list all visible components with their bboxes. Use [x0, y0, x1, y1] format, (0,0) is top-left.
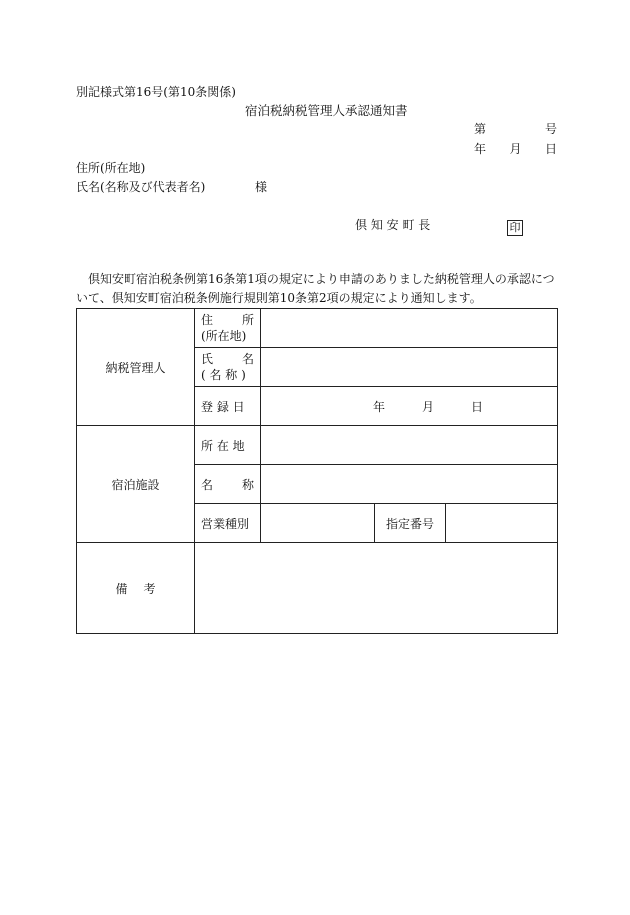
remarks-label [77, 543, 195, 634]
facility-location-row [77, 426, 558, 465]
tax-agent-name-sub: ( 名 称 ) [201, 368, 246, 382]
tax-agent-section-text: 納税管理人 [105, 360, 166, 375]
tax-agent-address-field[interactable] [261, 309, 558, 348]
tax-agent-name-char-2: 名 [241, 352, 254, 366]
form-reference: 別記様式第16号(第10条関係) [76, 85, 236, 99]
business-type-label-text: 営業種別 [201, 516, 250, 531]
seal-icon: 印 [507, 220, 523, 236]
notice-body [76, 270, 557, 308]
issuer-title: 倶 知 安 町 長 [355, 218, 431, 232]
tax-agent-section-label [77, 309, 195, 426]
facility-location-label-text: 所 在 地 [201, 438, 245, 453]
facility-name-char-1: 名 [201, 477, 214, 492]
recipient-address-label: 住所(所在地) [76, 161, 146, 175]
document-title: 宿泊税納税管理人承認通知書 [245, 103, 408, 118]
business-type-label [195, 504, 261, 543]
remarks-char-1: 備 [115, 581, 128, 596]
facility-location-label [195, 426, 261, 465]
designation-number-field[interactable] [446, 504, 558, 543]
document-number [474, 122, 557, 136]
remarks-char-2: 考 [143, 581, 156, 596]
facility-name-char-2: 称 [241, 477, 254, 492]
facility-section-label [77, 426, 195, 543]
issue-date-day: 日 [544, 142, 557, 156]
tax-agent-address-sub: (所在地) [201, 329, 247, 343]
doc-number-prefix: 第 [474, 122, 487, 136]
tax-agent-address-label [195, 309, 261, 348]
registration-date-field[interactable] [261, 387, 558, 426]
remarks-row [77, 543, 558, 634]
designation-number-label-text: 指定番号 [385, 516, 434, 531]
facility-section-text: 宿泊施設 [111, 477, 160, 492]
tax-agent-name-char-1: 氏 [201, 352, 214, 366]
tax-agent-address-char-2: 所 [241, 313, 254, 327]
designation-number-label [375, 504, 446, 543]
recipient-name-label: 氏名(名称及び代表者名) [76, 180, 206, 194]
notice-body-line-1: 倶知安町宿泊税条例第16条第1項の規定により申請のありました納税管理人の承認につ [88, 272, 555, 286]
registration-date-label-text: 登 録 日 [201, 399, 245, 414]
registration-date-day: 日 [470, 399, 483, 414]
issue-date [474, 142, 557, 156]
tax-agent-address-row [77, 309, 558, 348]
remarks-field[interactable] [195, 543, 558, 634]
notice-body-line-2: いて、倶知安町宿泊税条例施行規則第10条第2項の規定により通知します。 [76, 291, 482, 305]
facility-name-label [195, 465, 261, 504]
recipient-honorific: 様 [255, 180, 268, 194]
facility-location-field[interactable] [261, 426, 558, 465]
issue-date-month: 月 [509, 142, 522, 156]
tax-agent-name-label [195, 348, 261, 387]
business-type-field[interactable] [261, 504, 375, 543]
approval-table [76, 308, 558, 634]
tax-agent-address-char-1: 住 [201, 313, 214, 327]
issue-date-year: 年 [474, 142, 487, 156]
doc-number-suffix: 号 [544, 122, 557, 136]
tax-agent-name-field[interactable] [261, 348, 558, 387]
facility-name-field[interactable] [261, 465, 558, 504]
registration-date-year: 年 [373, 399, 386, 414]
registration-date-month: 月 [421, 399, 434, 414]
seal-mark [507, 216, 523, 236]
registration-date-label [195, 387, 261, 426]
